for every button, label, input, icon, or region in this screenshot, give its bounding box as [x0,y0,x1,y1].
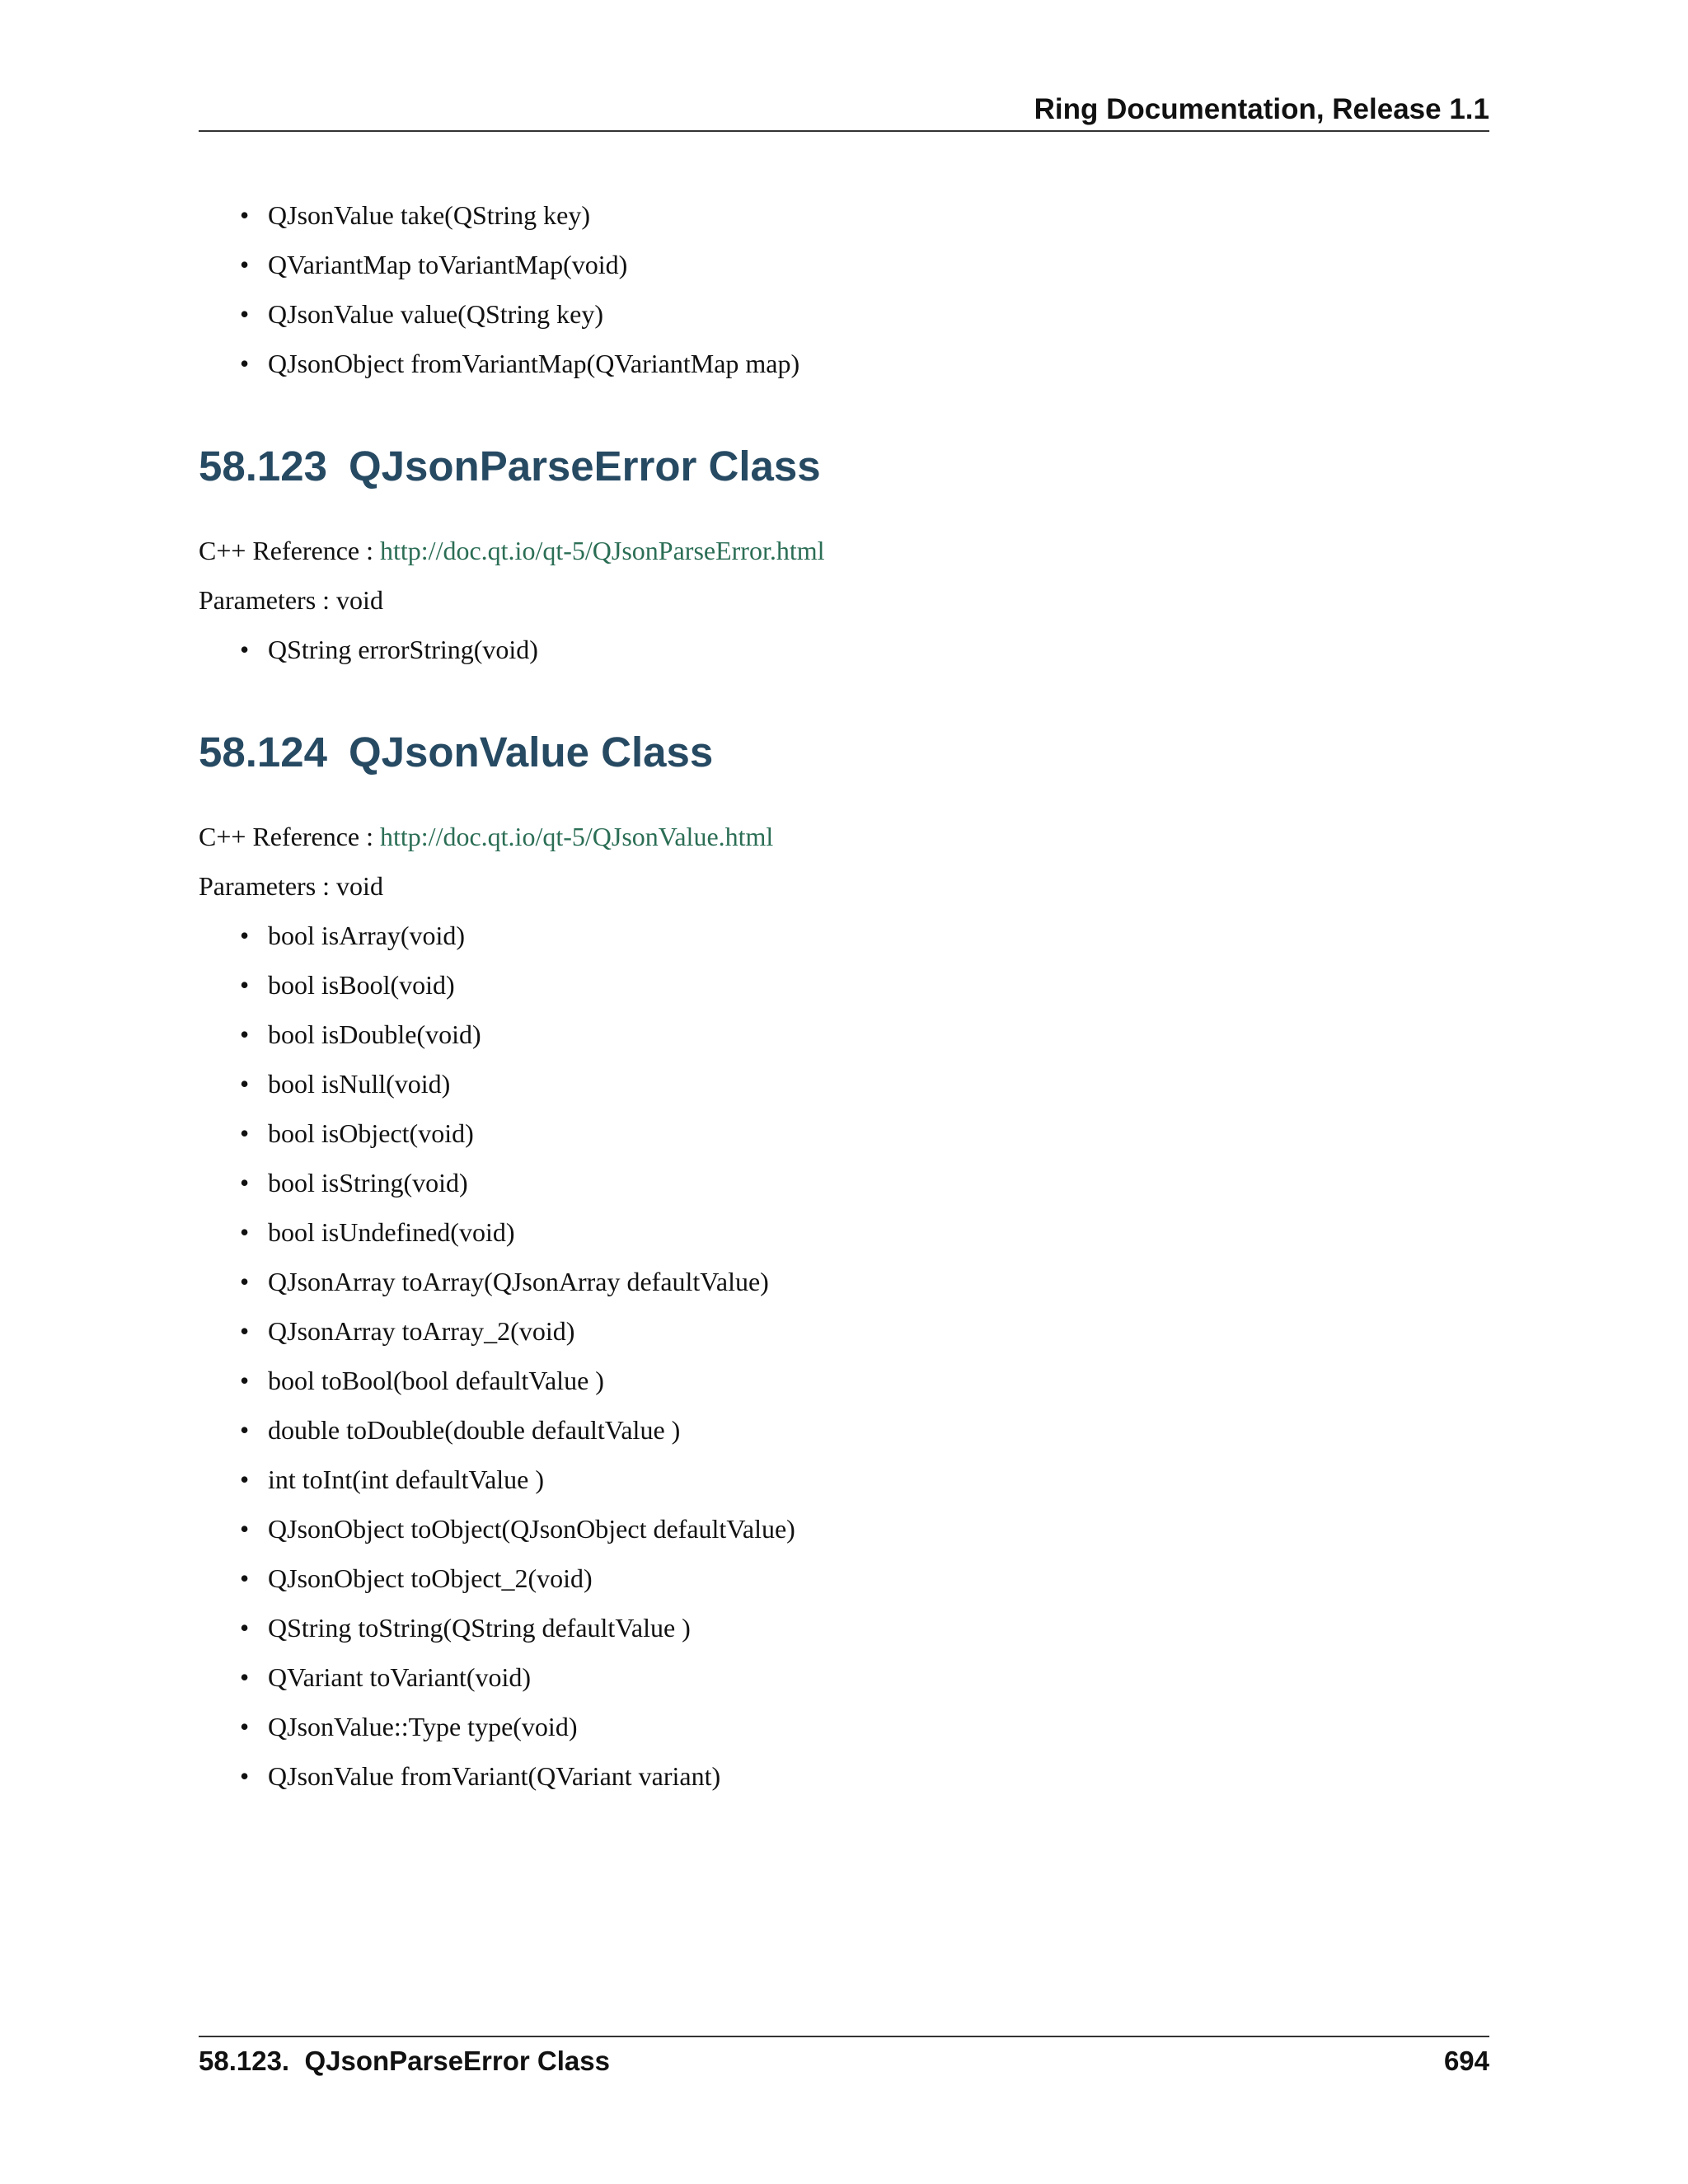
bullet-icon: • [240,921,250,950]
list-item: • QVariant toVariant(void) [199,1652,1489,1702]
header-rule [199,130,1489,132]
section-number: 58.123 [199,443,327,490]
cpp-reference-line [199,812,773,861]
list-item: • QJsonObject toObject(QJsonObject defaultValue) [199,1504,1489,1554]
reference-link[interactable]: http://doc.qt.io/qt-5/QJsonValue.html [380,822,774,851]
bullet-icon: • [240,1415,250,1445]
list-item: • QJsonObject toObject_2(void) [199,1554,1489,1603]
list-item: • QString errorString(void) [199,625,1489,674]
parameters-line: Parameters : void [199,585,383,615]
bullet-icon: • [240,1366,250,1395]
list-item: • QString toString(QString defaultValue ) [199,1603,1489,1652]
list-item: • bool toBool(bool defaultValue ) [199,1356,1489,1405]
footer-section-title: 58.123. QJsonParseError Class [199,2046,610,2076]
bullet-icon: • [240,299,250,329]
list-item: • bool isString(void) [199,1158,1489,1207]
bullet-icon: • [240,1662,250,1692]
list-item: • QJsonArray toArray_2(void) [199,1306,1489,1356]
list-item: • QJsonValue fromVariant(QVariant variant) [199,1751,1489,1801]
bullet-icon: • [240,1316,250,1346]
list-item: • bool isBool(void) [199,960,1489,1010]
bullet-icon: • [240,1563,250,1593]
list-item: • bool isObject(void) [199,1108,1489,1158]
list-item: • QJsonObject fromVariantMap(QVariantMap map) [199,339,1489,388]
running-footer [199,2041,1489,2082]
bullet-icon: • [240,1118,250,1148]
list-item: • QJsonValue value(QString key) [199,289,1489,339]
list-item: • double toDouble(double defaultValue ) [199,1405,1489,1455]
list-item: • int toInt(int defaultValue ) [199,1455,1489,1504]
page-number: 694 [1443,2046,1489,2076]
continued-method-list [199,190,1489,388]
bullet-icon: • [240,1613,250,1643]
footer-rule [199,2036,1489,2037]
section-heading-qjsonvalue [199,724,713,781]
reference-link[interactable]: http://doc.qt.io/qt-5/QJsonParseError.html [380,536,825,565]
bullet-icon: • [240,1168,250,1197]
list-item: • bool isArray(void) [199,911,1489,960]
list-item: • bool isNull(void) [199,1059,1489,1108]
bullet-icon: • [240,250,250,279]
section-heading-qjsonparseerror [199,438,821,495]
bullet-icon: • [240,1217,250,1247]
method-list [199,625,1489,674]
section-title: QJsonValue Class [349,729,714,776]
bullet-icon: • [240,1267,250,1296]
bullet-icon: • [240,1712,250,1741]
list-item: • QJsonValue::Type type(void) [199,1702,1489,1751]
bullet-icon: • [240,1465,250,1494]
method-list [199,911,1489,1801]
list-item: • QVariantMap toVariantMap(void) [199,240,1489,289]
list-item: • bool isDouble(void) [199,1010,1489,1059]
parameters-line: Parameters : void [199,871,383,901]
reference-label: C++ Reference : [199,822,373,851]
bullet-icon: • [240,1069,250,1099]
cpp-reference-line [199,526,825,575]
bullet-icon: • [240,1761,250,1791]
list-item: • QJsonValue take(QString key) [199,190,1489,240]
bullet-icon: • [240,349,250,378]
bullet-icon: • [240,970,250,1000]
list-item: • bool isUndefined(void) [199,1207,1489,1257]
bullet-icon: • [240,1019,250,1049]
section-number: 58.124 [199,729,327,776]
list-item: • QJsonArray toArray(QJsonArray defaultValue) [199,1257,1489,1306]
bullet-icon: • [240,1514,250,1544]
reference-label: C++ Reference : [199,536,373,565]
bullet-icon: • [240,200,250,230]
section-title: QJsonParseError Class [349,443,821,490]
running-header: Ring Documentation, Release 1.1 [1034,93,1489,125]
bullet-icon: • [240,635,250,664]
